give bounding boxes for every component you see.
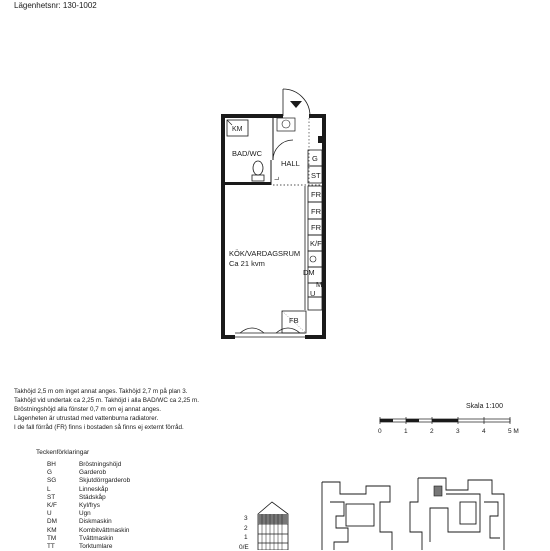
bath-partition <box>271 118 273 185</box>
floor-label: 1 <box>244 534 248 541</box>
scale-bar <box>374 414 544 440</box>
legend-item: L Linneskåp <box>47 485 109 493</box>
fixture-fr1-label: FR <box>311 190 321 199</box>
legend-item: K/F Kyl/frys <box>47 502 100 510</box>
legend-item: TM Tvättmaskin <box>47 534 114 542</box>
floor-label: 3 <box>244 515 248 522</box>
fixture-u-label: U <box>310 289 316 298</box>
legend-item: U Ugn <box>47 510 91 518</box>
fixture-fr3-label: FR <box>311 223 321 232</box>
shaft-icon <box>318 136 323 143</box>
fixture-kf-label: K/F <box>310 239 322 248</box>
note-line: Takhöjd vid undertak ca 2,25 m. Takhöjd i alla BAD/WC ca 2,25 m. <box>14 397 200 404</box>
km-label: KM <box>232 126 243 133</box>
building-section <box>236 496 296 550</box>
window-bottom <box>235 328 305 337</box>
scale-label: Skala 1:100 <box>466 403 503 410</box>
fixture-g-label: G <box>312 154 318 163</box>
bath-door-icon <box>273 140 293 160</box>
scale-tick: 1 <box>404 428 408 435</box>
apartment-number: Lägenhetsnr: 130-1002 <box>14 1 97 10</box>
note-line: Lägenheten är utrustad med vattenburna radiatorer. <box>14 415 159 422</box>
legend-item: ST Städskåp <box>47 493 106 501</box>
legend-item: TT Torktumlare <box>47 543 113 551</box>
scale-tick: 0 <box>378 428 382 435</box>
fixture-st-label: ST <box>311 171 321 180</box>
room-hall-label: HALL <box>281 159 300 168</box>
scale-tick: 4 <box>482 428 486 435</box>
note-line: Bröstningshöjd alla fönster 0,7 m om ej annat anges. <box>14 406 162 413</box>
highlighted-floor <box>258 514 288 524</box>
note-line: I de fall förråd (FR) finns i bostaden så finns ej externt förråd. <box>14 424 184 431</box>
scale-tick: 3 <box>456 428 460 435</box>
floor-label: 2 <box>244 525 248 532</box>
legend-item: DM Diskmaskin <box>47 518 112 526</box>
fixture-l-label: L <box>275 176 281 180</box>
entrance-door-icon <box>283 89 310 116</box>
legend-item: G Garderob <box>47 469 106 477</box>
legend-item: SG Skjutdörrgarderob <box>47 477 131 485</box>
toilet-icon <box>252 161 264 181</box>
legend-title: Teckenförklaringar <box>36 449 90 456</box>
legend-item: BH Bröstningshöjd <box>47 461 122 468</box>
room-kitchen-label: KÖK/VARDAGSRUM <box>229 249 301 258</box>
scale-tick: 5 M <box>508 428 519 435</box>
key-plan <box>318 472 528 550</box>
legend <box>47 461 130 551</box>
fixture-fr2-label: FR <box>311 207 321 216</box>
apartment-location-marker <box>434 486 442 496</box>
floor-label: 0/E <box>239 544 249 550</box>
room-area-label: Ca 21 kvm <box>229 259 265 268</box>
fixture-m-label: M <box>316 280 323 289</box>
scale-tick: 2 <box>430 428 434 435</box>
room-bath-label: BAD/WC <box>232 149 262 158</box>
note-line: Takhöjd 2,5 m om inget annat anges. Takhöjd 2,7 m på plan 3. <box>14 388 188 395</box>
notes <box>14 387 199 432</box>
fixture-dm-label: DM <box>303 268 315 277</box>
fixture-fb-label: FB <box>289 316 299 325</box>
legend-item: KM Kombitvättmaskin <box>47 526 130 534</box>
